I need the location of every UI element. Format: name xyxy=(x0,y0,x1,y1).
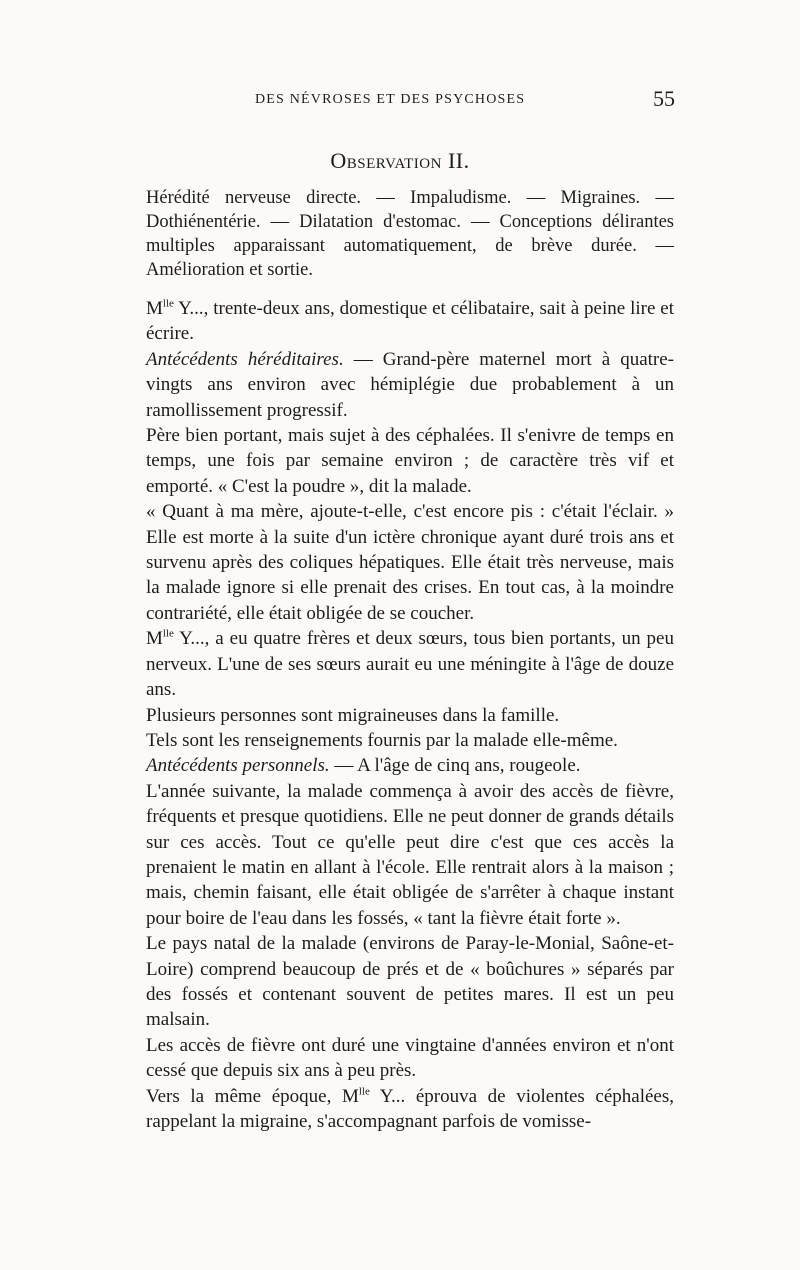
paragraph: $M^{lle}$ Y..., a eu quatre frères et deux sœurs, tous bien portants, un peu nerveux. L'une de ses sœurs aurait eu une méningite à l'âge de douze ans. xyxy=(146,627,674,701)
summary-text: Hérédité nerveuse directe. — Impaludisme. — Migraines. — Dothiénentérie. — Dilatation d'estomac. — Conceptions délirantes multiples apparaissant automatiquement, de brève durée. — Amélioration et sortie. xyxy=(146,188,674,280)
paragraph: Père bien portant, mais sujet à des céphalées. Il s'enivre de temps en temps, une fois par semaine environ ; de caractère très vif et emporté. « C'est la poudre », dit la malade. xyxy=(146,425,674,497)
paragraph: « Quant à ma mère, ajoute-t-elle, c'est encore pis : c'était l'éclair. » Elle est morte à la suite d'un ictère chronique ayant duré trois ans et survenu après des coliques hépatiques. Elle était très nerveuse, mais la malade ignore si elle prenait des crises. En tout cas, à la moindre contrariété, elle était obligée de se coucher. xyxy=(146,501,674,624)
paragraph: Tels sont les renseignements fournis par la malade elle-même. xyxy=(146,729,618,751)
observation-summary xyxy=(146,186,674,282)
paragraph: L'année suivante, la malade commença à avoir des accès de fièvre, fréquents et presque quotidiens. Elle ne peut donner de grands détails sur ces accès. Tout ce qu'elle peut dire c'est que ces accès la prenaient le matin en allant à l'école. Elle rentrait alors à la maison ; mais, chemin faisant, elle était obligée de s'arrêter à chaque instant pour boire de l'eau dans les fossés, « tant la fièvre était forte ». xyxy=(146,780,674,929)
page-header xyxy=(245,86,675,116)
body-text xyxy=(146,296,674,1134)
page-number: 55 xyxy=(653,86,675,111)
paragraph: Antécédents personnels. — A l'âge de cinq ans, rougeole. xyxy=(146,755,581,777)
section-heading: Antécédents personnels. xyxy=(146,755,330,777)
paragraph: Le pays natal de la malade (environs de Paray-le-Monial, Saône-et-Loire) comprend beaucoup de prés et de « boûchures » séparés par des fossés et contenant souvent de petites mares. Il est un peu malsain. xyxy=(146,933,674,1031)
paragraph: Antécédents héréditaires. — Grand-père maternel mort à quatre-vingts ans environ avec hémiplégie due probablement à un ramollissement progressif. xyxy=(146,348,674,421)
paragraph: Plusieurs personnes sont migraineuses dans la famille. xyxy=(146,704,560,726)
running-title: DES NÉVROSES ET DES PSYCHOSES xyxy=(255,92,526,107)
paragraph: Vers la même époque, $M^{lle}$ Y... éprouva de violentes céphalées, rappelant la migraine, s'accompagnant parfois de vomisse- xyxy=(146,1085,674,1132)
observation-title: Observation II. xyxy=(330,148,470,173)
paragraph: $M^{lle}$ Y..., trente-deux ans, domestique et célibataire, sait à peine lire et écrire. xyxy=(146,297,674,345)
section-heading: Antécédents héréditaires. xyxy=(146,348,344,370)
paragraph: Les accès de fièvre ont duré une vingtaine d'années environ et n'ont cessé que depuis six ans à peu près. xyxy=(146,1034,674,1082)
